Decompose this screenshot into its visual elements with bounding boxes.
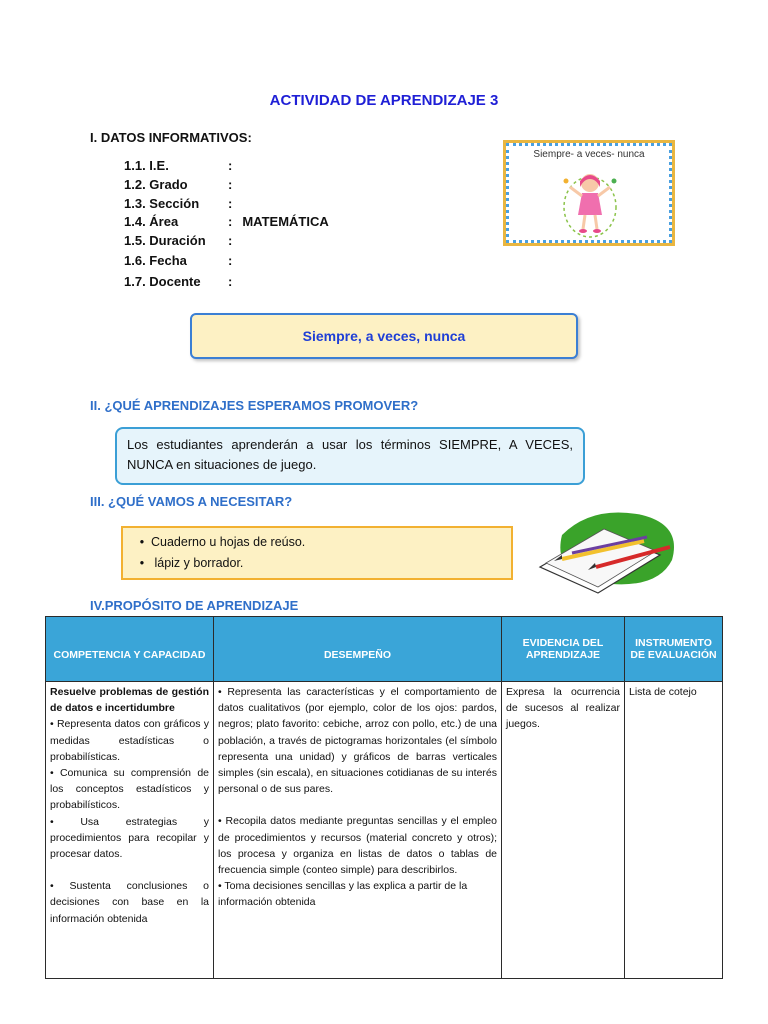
info-label: 1.4. Área: [124, 214, 179, 229]
info-row-seccion: [124, 196, 242, 211]
competencia-cell: [46, 682, 214, 979]
table-header-row: [46, 617, 723, 682]
paper-pencils-icon: [532, 505, 687, 595]
info-sep: :: [228, 253, 233, 268]
info-value: MATEMÁTICA: [242, 214, 329, 229]
info-sep: :: [228, 196, 233, 211]
picture-caption: Siempre- a veces- nunca: [533, 149, 645, 160]
theme-banner: Siempre, a veces, nunca: [190, 313, 578, 359]
capacidad-item: • Usa estrategias y procedimientos para recopilar y procesar datos.: [50, 815, 209, 861]
info-row-docente: [124, 274, 242, 289]
info-row-grado: [124, 177, 242, 192]
col-header-desempeno: DESEMPEÑO: [214, 617, 502, 682]
info-sep: :: [228, 177, 233, 192]
desempeno-item: • Toma decisiones sencillas y las explica a partir de la información obtenida: [218, 880, 468, 909]
materials-item: • Cuaderno u hojas de reúso.: [133, 532, 501, 553]
info-sep: :: [228, 158, 233, 173]
desempeno-item: • Representa las características y el comportamiento de datos cualitativos (por ejemplo, color de los ojos: pardos, negros; plato favorito: cebiche, arroz con pollo, etc.) de una población, a través de pictogramas horizontales (el símbolo representa una unidad) y gráficos de barras verticales simples (sin escala), en situaciones cotidianas de su interés personal o de sus pares.: [218, 686, 497, 796]
competencia-title: Resuelve problemas de gestión de datos e incertidumbre: [50, 686, 209, 715]
materials-item: • lápiz y borrador.: [133, 553, 501, 574]
info-label: 1.1. I.E.: [124, 158, 169, 173]
info-row-fecha: [124, 253, 242, 268]
info-sep: :: [228, 274, 233, 289]
info-sep: :: [228, 233, 233, 248]
section-4-heading: IV.PROPÓSITO DE APRENDIZAJE: [90, 598, 299, 613]
info-row-area: [124, 214, 329, 229]
girl-jump-rope-icon: [550, 167, 630, 239]
col-header-competencia: COMPETENCIA Y CAPACIDAD: [46, 617, 214, 682]
instrumento-cell: Lista de cotejo: [625, 682, 723, 979]
desempeno-cell: [214, 682, 502, 979]
desempeno-item: • Recopila datos mediante preguntas sencillas y el empleo de procedimientos y recursos (material concreto y otros); los procesa y organiza en listas de datos o tablas de frecuencia simple (conteo simple) para describirlos.: [218, 815, 497, 877]
info-label: 1.6. Fecha: [124, 253, 187, 268]
capacidad-item: • Sustenta conclusiones o decisiones con base en la información obtenida: [50, 880, 209, 925]
capacidad-item: • Comunica su comprensión de los conceptos estadísticos y probabilísticos.: [50, 767, 209, 812]
info-row-ie: [124, 158, 242, 173]
section-2-heading: II. ¿QUÉ APRENDIZAJES ESPERAMOS PROMOVER?: [90, 398, 419, 413]
section-1-heading: I. DATOS INFORMATIVOS:: [90, 130, 252, 145]
info-label: 1.2. Grado: [124, 177, 188, 192]
col-header-evidencia: EVIDENCIA DEL APRENDIZAJE: [502, 617, 625, 682]
info-row-duracion: [124, 233, 242, 248]
section-3-heading: III. ¿QUÉ VAMOS A NECESITAR?: [90, 494, 293, 509]
learning-goal-box: Los estudiantes aprenderán a usar los términos SIEMPRE, A VECES, NUNCA en situaciones de juego.: [115, 427, 585, 485]
info-label: 1.5. Duración: [124, 233, 206, 248]
materials-box: [121, 526, 513, 580]
col-header-instrumento: INSTRUMENTO DE EVALUACIÓN: [625, 617, 723, 682]
activity-picture: [503, 140, 675, 246]
purpose-table: [45, 616, 723, 979]
info-label: 1.7. Docente: [124, 274, 201, 289]
page-title: ACTIVIDAD DE APRENDIZAJE 3: [269, 92, 499, 109]
info-sep: :: [228, 214, 233, 229]
capacidad-item: • Representa datos con gráficos y medidas estadísticas o probabilísticas.: [50, 718, 209, 763]
table-row: [46, 682, 723, 979]
info-label: 1.3. Sección: [124, 196, 200, 211]
evidencia-cell: Expresa la ocurrencia de sucesos al realizar juegos.: [502, 682, 625, 979]
